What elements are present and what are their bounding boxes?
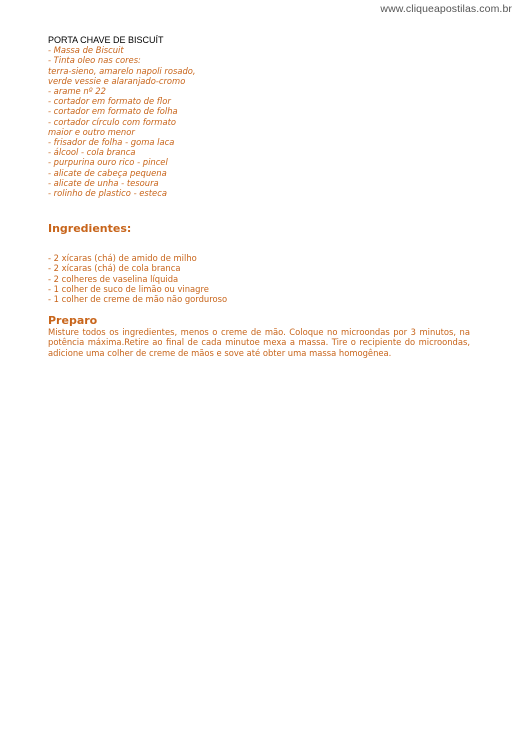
materials-item: - Massa de Biscuit (48, 45, 124, 56)
materials-item: - purpurina ouro rico - pincel (48, 157, 168, 168)
materials-item: - alicate de cabeça pequena (48, 167, 167, 178)
ingredient-item: - 1 colher de suco de limão ou vinagre (48, 283, 209, 294)
materials-item: verde vessie e alaranjado-cromo (48, 75, 186, 86)
materials-list (48, 45, 478, 198)
materials-item: maior e outro menor (48, 126, 135, 137)
ingredient-item: - 2 xícaras (chá) de cola branca (48, 263, 181, 274)
materials-item: - rolinho de plastico - esteca (48, 188, 167, 199)
materials-item: - cortador em formato de flor (48, 96, 171, 107)
materials-item: - arame nº 22 (48, 86, 106, 97)
ingredient-item: - 2 colheres de vaselina líquida (48, 273, 179, 284)
ingredient-item: - 2 xícaras (chá) de amido de milho (48, 253, 197, 264)
ingredients-heading: Ingredientes: (48, 222, 132, 236)
preparo-text: Misture todos os ingredientes, menos o creme de mão. Coloque no microondas por 3 minutos, na potência máxima.Retire ao final de cada minutoe mexa a massa. Tire o recipiente do microondas, adicione uma colher de creme de mãos e sove até obter uma massa homogênea. (48, 327, 470, 358)
materials-item: - frisador de folha - goma laca (48, 137, 175, 148)
ingredient-item: - 1 colher de creme de mão não gorduroso (48, 294, 228, 305)
materials-item: terra-sieno, amarelo napoli rosado, (48, 65, 196, 76)
site-url: www.cliqueapostilas.com.br (380, 3, 512, 15)
materials-item: - alicate de unha - tesoura (48, 177, 159, 188)
document-body (48, 35, 478, 358)
ingredients-list (48, 253, 478, 304)
materials-item: - álcool - cola branca (48, 147, 136, 158)
materials-item: - cortador em formato de folha (48, 106, 178, 117)
document-title: PORTA CHAVE DE BISCUÍT (48, 35, 164, 45)
preparo-heading: Preparo (48, 314, 98, 328)
materials-item: - Tinta oleo nas cores: (48, 55, 141, 66)
materials-item: - cortador círculo com formato (48, 116, 176, 127)
